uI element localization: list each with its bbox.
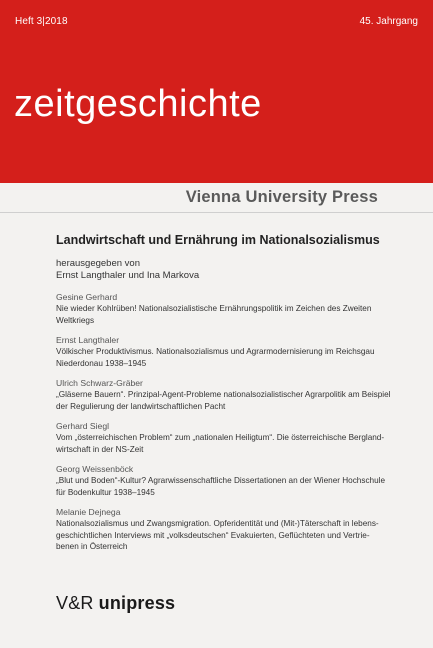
contents: [56, 233, 396, 561]
article-entry: [56, 377, 396, 412]
article-title-line: Vom „österreichischen Problem“ zum „nationalen Heiligtum“. Die österreichische Bergland-: [56, 433, 385, 442]
issue-number: Heft 3|2018: [15, 16, 68, 27]
publisher-name: Vienna University Press: [185, 188, 378, 206]
article-title-line: geschichtlichen Interviews mit „volksdeutschen“ Evakuierten, Geflüchteten und Vertrie-: [56, 530, 370, 540]
article-title-line: Nationalsozialismus und Zwangsmigration. Opferidentität und (Mit-)Täterschaft in lebens-: [56, 519, 379, 528]
unipress-logo-text: unipress: [98, 593, 176, 613]
article-author: Gesine Gerhard: [56, 292, 118, 302]
publisher-row: [0, 183, 433, 211]
editor-label: herausgegeben von: [56, 258, 140, 269]
article-author: Ulrich Schwarz-Gräber: [56, 378, 143, 388]
editor-names: Ernst Langthaler und Ina Markova: [56, 270, 200, 281]
vr-logo-text: V&R: [56, 593, 94, 613]
article-entry: [56, 291, 396, 326]
article-title-line: Niederdonau 1938–1945: [56, 358, 147, 368]
article-title-line: benen in Österreich: [56, 542, 128, 551]
article-entry: [56, 463, 396, 498]
article-title-line: Weltkriegs: [56, 315, 95, 325]
article-title-line: Nie wieder Kohlrüben! Nationalsozialistische Ernährungspolitik im Zeichen des Zweiten: [56, 304, 372, 313]
article-author: Gerhard Siegl: [56, 421, 110, 431]
journal-title: zeitgeschichte: [14, 83, 262, 125]
volume-number: 45. Jahrgang: [359, 16, 418, 27]
article-title-line: für Bodenkultur 1938–1945: [56, 487, 155, 497]
article-title-line: „Gläserne Bauern“. Prinzipal-Agent-Probleme nationalsozialistischer Agrarpolitik am Beispiel: [56, 390, 391, 399]
article-title-line: der Regulierung der landwirtschaftlichen Pacht: [56, 401, 226, 411]
publisher-logo: [56, 593, 175, 614]
article-author: Georg Weissenböck: [56, 464, 134, 474]
article-title-line: wirtschaft in der NS-Zeit: [56, 444, 144, 454]
article-author: Ernst Langthaler: [56, 335, 120, 345]
article-entry: [56, 420, 396, 455]
book-title: Landwirtschaft und Ernährung im Nationalsozialismus: [56, 233, 380, 247]
article-title-line: „Blut und Boden“-Kultur? Agrarwissenschaftliche Dissertationen an der Wiener Hochschule: [56, 476, 386, 485]
divider: [0, 212, 433, 213]
article-list: [56, 291, 396, 553]
article-entry: [56, 506, 396, 553]
article-author: Melanie Dejnega: [56, 507, 121, 517]
article-entry: [56, 334, 396, 369]
red-title-band: [0, 0, 433, 183]
article-title-line: Völkischer Produktivismus. Nationalsozialismus und Agrarmodernisierung im Reichsgau: [56, 347, 375, 356]
